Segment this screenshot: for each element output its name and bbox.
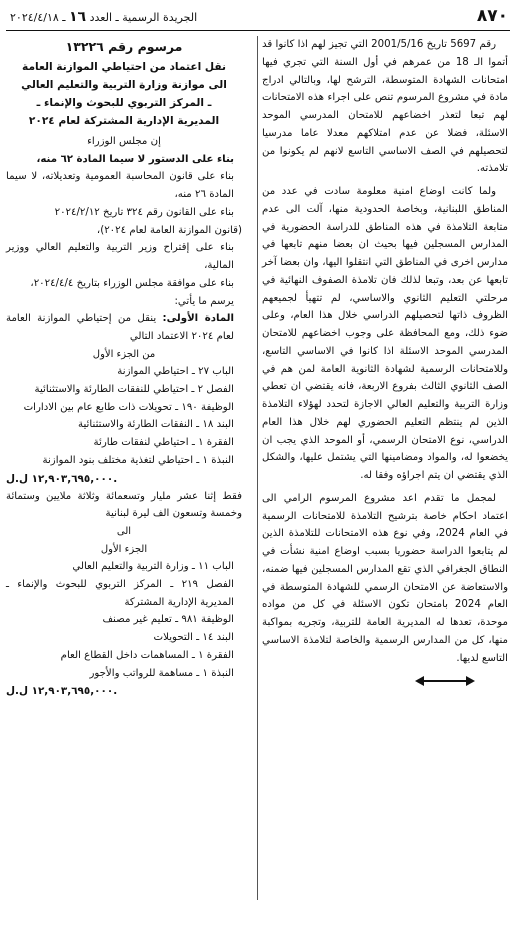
final-amount: ١٢,٩٠٣,٦٩٥,٠٠٠ ل.ل. [6,685,118,698]
explanatory-column [262,36,508,682]
to-part-heading: الجزء الأول [100,543,148,555]
issuer: إن مجلس الوزراء [87,135,161,147]
decree-column [6,36,242,700]
decree-subject-line: ـ المركز التربوي للبحوث والإنماء ـ [36,96,212,109]
article-one [6,310,242,346]
issue-date: ـ ٢٠٢٤/٤/١٨ [10,11,66,24]
basis-budget-law: بناء على القانون رقم ٣٢٤ تاريخ ٢٠٢٤/٢/١٢ [54,206,234,218]
journal-name: الجريدة الرسمية ـ العدد [89,11,198,24]
from-part-heading: من الجزء الأول [92,348,156,360]
paragraph: رقم 5697 تاريخ 2001/5/16 التي تجيز لهم اذا كانوا قد أتموا الـ 18 من عمرهم في أول السنة التي تجري فيها امتحانات الشهادة المتوسطة، الترشح لها، وبالتالي ادراج مادة في مشروع المرسوم تنص على اجراء هذه الامتحانات لهم تبعا لتعذر اخضاعهم للامتحان المدرسي الموحد الاسئلة، فضلا عن عدم امتلاكهم معدلا عاما مدرسيا لتحصيلهم في الصف الاساسي التاسع لانهم لم يكونوا من تلامذته. [262,39,509,175]
column-divider [257,36,258,900]
article-text: ينقل من إحتياطي الموازنة العامة لعام ٢٠٢٤ الاعتماد التالي [6,313,234,342]
end-of-text-marker [262,672,508,682]
basis-budget-law-name: (قانون الموازنة العامة لعام ٢٠٢٤)، [96,224,242,236]
decree-subject-line: المديرية الإدارية المشتركة لعام ٢٠٢٤ [28,114,220,127]
basis-council-approval: بناء على موافقة مجلس الوزراء بتاريخ ٢٠٢٤/٤/٤، [30,277,234,289]
decree-subject-line: الى موازنة وزارة التربية والتعليم العالي [21,78,227,91]
page-number: ٨٧٠ [476,6,508,26]
transfer-amount: ١٢,٩٠٣,٦٩٥,٠٠٠ ل.ل. [6,472,118,485]
from-line: البند ١٨ ـ النفقات الطارئة والاستثنائية [78,419,234,431]
amount-in-words: فقط إثنا عشر مليار وتسعمائة وثلاثة ملايين وستمائة وخمسة وتسعون الف ليرة لبنانية [6,490,242,520]
article-label: المادة الأولى: [162,313,234,325]
to-line: البند ١٤ ـ التحويلات [153,632,234,644]
to-line: النبذة ١ ـ مساهمة للرواتب والأجور [89,667,234,679]
decree-subject-line: نقل اعتماد من احتياطي الموازنة العامة [22,60,226,73]
to-line: الفصل ٢١٩ ـ المركز التربوي للبحوث والإنماء ـ المديرية الإدارية المشتركة [6,578,234,608]
from-line: النبذة ١ ـ احتياطي لتغذية مختلف بنود الموازنة [42,454,234,466]
to-label: الى [116,526,132,538]
to-line: الباب ١١ ـ وزارة التربية والتعليم العالي [72,561,234,573]
to-line: الفقرة ١ ـ المساهمات داخل القطاع العام [60,649,234,661]
issue-number: ١٦ [69,9,87,25]
decree-title: مرسوم رقم ١٣٢٢٦ [65,39,183,54]
from-line: الوظيفة ١٩٠ ـ تحويلات ذات طابع عام بين الادارات [23,401,234,413]
paragraph: لمجمل ما تقدم اعد مشروع المرسوم الرامي الى اعتماد احكام خاصة بترشيح التلامذة للامتحانات الرسمية في العام 2024، وفي نوع هذه الامتحانات للتلامذة الذين لم يتابعوا الدراسة حضوريا بسبب اوضاع امنية نشأت في النطاق الجغرافي الذي تقع المدارس المسجلين فيها ضمنه، والاستعاضة عن الامتحان الرسمي للشهادة المتوسطة في العام 2024 بامتحان تكون الاسئلة في كل من مواده موحدة، تعدها له المديرية العامة للتربية، وتجريه بمواكبة منها، كل من المدارس الرسمية والخاصة لتلامذة الاساسي التاسع لديها. [262,492,509,664]
from-line: الفقرة ١ ـ احتياطي لنفقات طارئة [93,437,234,449]
journal-issue-line [10,9,197,25]
from-line: الفصل ٢ ـ احتياطي للنفقات الطارئة والاستثنائية [34,383,234,395]
to-line: الوظيفة ٩٨١ ـ تعليم غير مصنف [102,614,234,626]
basis-constitution: بناء على الدستور لا سيما المادة ٦٢ منه، [36,153,234,165]
from-line: الباب ٢٧ ـ احتياطي الموازنة [117,366,234,378]
basis-accounting-law: بناء على قانون المحاسبة العمومية وتعديلاته، لا سيما المادة ٢٦ منه، [6,171,234,200]
basis-minister-proposal: بناء على إقتراح وزير التربية والتعليم العالي ووزير المالية، [6,242,234,271]
double-arrow-divider [423,680,467,682]
paragraph: ولما كانت اوضاع امنية معلومة سادت في عدد من المناطق اللبنانية، وبخاصة الحدودية منها، آلت الى عدم متابعة التلامذة في هذه المناطق للدراسة الحضورية في المدارس المسجلين فيها بحيث ان بعضا منهم تابعها في مدارس اخرى في المناطق التي انتقلوا اليها، وان بعضا آخر تابعها عن بعد، وتبعا لذلك فان تلامذة الصفوف النهائية في مرحلتي التعليم الثانوي والاساسي، لم تتهيأ لجميعهم الظروف ذاتها لتحصيلهم الدراسي خلال هذا العام، وعلى ضوء ذلك، ومع المحافظة على وجوب اخضاعهم للامتحان المدرسي الموحد الاسئلة اذا كانوا في الاساسي التاسع، وللامتحانات الرسمية لشهادة الثانوية العامة لمن هم في الصف الثانوي الثالث بفروع الاربعة، فانه يقتضي ان تعطي وزارة التربية والتعليم العالي الاجازة لتحدد لهؤلاء التلامذة الذين لم ينتظم التعليم الحضوري لهم خلال هذا العام الدراسي، نوع الامتحان الرسمي، أو الموحد الذي يجب ان يخضعوا له، والمواد ومضامينها التي يشتمل عليها، والشكل الذي يقتضي ان يتم اجراؤه وفقا له. [262,186,508,481]
page-header [6,6,510,31]
decrees-statement: يرسم ما يأتي: [174,295,234,307]
